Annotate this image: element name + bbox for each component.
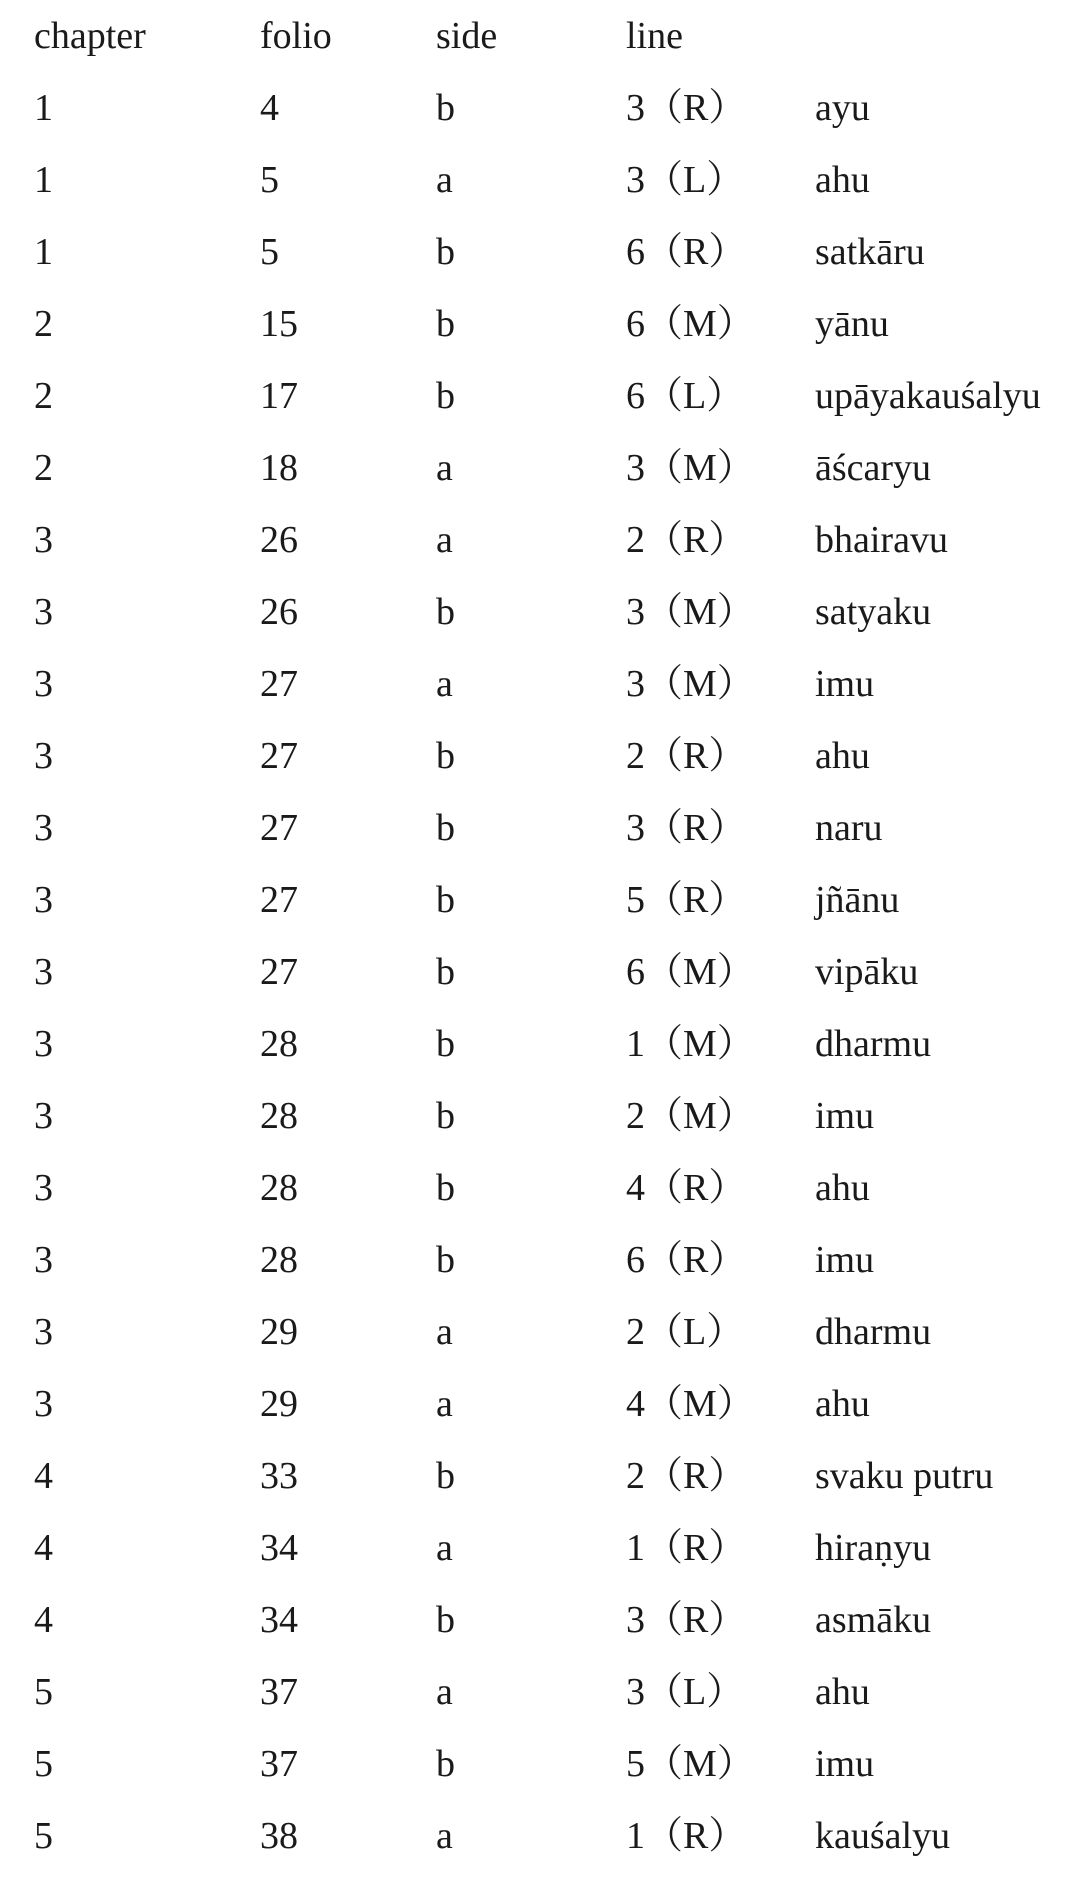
table-row (0, 216, 1088, 288)
table-row (0, 144, 1088, 216)
cell-line: 5（M） (626, 1743, 755, 1785)
cell-word: asmāku (815, 1599, 932, 1641)
cell-line: 2（R） (626, 519, 747, 561)
table-row (0, 288, 1088, 360)
cell-word: satyaku (815, 591, 932, 633)
cell-side: a (436, 1527, 453, 1569)
table-row (0, 1080, 1088, 1152)
cell-folio: 26 (260, 519, 298, 561)
cell-chapter: 3 (34, 1239, 53, 1281)
cell-side: a (436, 1383, 453, 1425)
cell-word: bhairavu (815, 519, 948, 561)
cell-side: b (436, 1743, 455, 1785)
table-row (0, 1800, 1088, 1872)
table-row (0, 1368, 1088, 1440)
cell-side: b (436, 591, 455, 633)
cell-line: 5（R） (626, 879, 747, 921)
cell-folio: 27 (260, 663, 298, 705)
cell-chapter: 3 (34, 519, 53, 561)
cell-side: b (436, 1167, 455, 1209)
cell-line: 2（R） (626, 1455, 747, 1497)
cell-word: naru (815, 807, 883, 849)
cell-line: 3（L） (626, 159, 745, 201)
header-folio: folio (260, 15, 332, 57)
cell-folio: 4 (260, 87, 279, 129)
cell-chapter: 3 (34, 1095, 53, 1137)
table-row (0, 792, 1088, 864)
cell-folio: 34 (260, 1599, 298, 1641)
cell-word: imu (815, 1239, 875, 1281)
cell-folio: 27 (260, 735, 298, 777)
cell-word: āścaryu (815, 447, 932, 489)
cell-word: satkāru (815, 231, 925, 273)
table-row (0, 1008, 1088, 1080)
cell-chapter: 3 (34, 663, 53, 705)
table-row (0, 72, 1088, 144)
cell-chapter: 5 (34, 1671, 53, 1713)
cell-folio: 28 (260, 1023, 298, 1065)
cell-side: b (436, 1023, 455, 1065)
cell-chapter: 4 (34, 1455, 53, 1497)
cell-line: 6（M） (626, 951, 755, 993)
cell-side: b (436, 87, 455, 129)
table-row (0, 1728, 1088, 1800)
cell-word: dharmu (815, 1023, 932, 1065)
cell-side: a (436, 663, 453, 705)
cell-line: 3（R） (626, 807, 747, 849)
table-row (0, 576, 1088, 648)
table-row (0, 1512, 1088, 1584)
header-chapter: chapter (34, 15, 146, 57)
cell-line: 1（M） (626, 1023, 755, 1065)
cell-chapter: 2 (34, 375, 53, 417)
cell-chapter: 3 (34, 735, 53, 777)
cell-folio: 5 (260, 159, 279, 201)
cell-folio: 29 (260, 1383, 298, 1425)
cell-chapter: 2 (34, 303, 53, 345)
cell-word: ayu (815, 87, 870, 129)
cell-folio: 27 (260, 807, 298, 849)
cell-line: 6（R） (626, 1239, 747, 1281)
cell-folio: 38 (260, 1815, 298, 1857)
cell-side: b (436, 303, 455, 345)
cell-side: a (436, 519, 453, 561)
cell-chapter: 3 (34, 1383, 53, 1425)
table-row (0, 1224, 1088, 1296)
table-row (0, 1584, 1088, 1656)
cell-line: 6（L） (626, 375, 745, 417)
cell-chapter: 1 (34, 231, 53, 273)
cell-line: 3（R） (626, 1599, 747, 1641)
cell-word: upāyakauśalyu (815, 375, 1041, 417)
cell-folio: 37 (260, 1671, 298, 1713)
cell-side: b (436, 1455, 455, 1497)
cell-word: hiraṇyu (815, 1527, 932, 1569)
cell-word: ahu (815, 1671, 870, 1713)
cell-chapter: 4 (34, 1527, 53, 1569)
cell-word: svaku putru (815, 1455, 994, 1497)
cell-word: imu (815, 1095, 875, 1137)
cell-side: b (436, 807, 455, 849)
cell-chapter: 3 (34, 1311, 53, 1353)
cell-folio: 27 (260, 879, 298, 921)
cell-side: a (436, 1815, 453, 1857)
cell-line: 3（R） (626, 87, 747, 129)
cell-word: ahu (815, 735, 870, 777)
cell-folio: 28 (260, 1167, 298, 1209)
cell-folio: 27 (260, 951, 298, 993)
cell-line: 3（M） (626, 447, 755, 489)
cell-side: b (436, 375, 455, 417)
cell-side: a (436, 1671, 453, 1713)
table-row (0, 1152, 1088, 1224)
cell-folio: 37 (260, 1743, 298, 1785)
cell-folio: 26 (260, 591, 298, 633)
cell-chapter: 4 (34, 1599, 53, 1641)
cell-side: b (436, 879, 455, 921)
table-row (0, 1296, 1088, 1368)
table-row (0, 360, 1088, 432)
cell-chapter: 1 (34, 159, 53, 201)
cell-side: b (436, 1239, 455, 1281)
cell-folio: 33 (260, 1455, 298, 1497)
cell-chapter: 3 (34, 1023, 53, 1065)
cell-side: a (436, 159, 453, 201)
table-row (0, 432, 1088, 504)
cell-chapter: 3 (34, 591, 53, 633)
cell-line: 3（M） (626, 663, 755, 705)
cell-side: b (436, 231, 455, 273)
cell-line: 4（M） (626, 1383, 755, 1425)
cell-chapter: 1 (34, 87, 53, 129)
cell-chapter: 3 (34, 1167, 53, 1209)
cell-folio: 28 (260, 1095, 298, 1137)
table-row (0, 1440, 1088, 1512)
cell-word: ahu (815, 1167, 870, 1209)
cell-word: ahu (815, 159, 870, 201)
cell-chapter: 5 (34, 1743, 53, 1785)
cell-word: kauśalyu (815, 1815, 951, 1857)
table-header (0, 0, 1088, 72)
cell-folio: 34 (260, 1527, 298, 1569)
cell-line: 3（M） (626, 591, 755, 633)
cell-line: 2（L） (626, 1311, 745, 1353)
table-row (0, 936, 1088, 1008)
cell-folio: 5 (260, 231, 279, 273)
cell-line: 2（M） (626, 1095, 755, 1137)
cell-word: yānu (815, 303, 889, 345)
cell-chapter: 3 (34, 807, 53, 849)
cell-chapter: 5 (34, 1815, 53, 1857)
cell-chapter: 3 (34, 879, 53, 921)
cell-line: 1（R） (626, 1815, 747, 1857)
cell-side: b (436, 735, 455, 777)
cell-line: 3（L） (626, 1671, 745, 1713)
cell-folio: 28 (260, 1239, 298, 1281)
cell-side: b (436, 1599, 455, 1641)
cell-side: a (436, 447, 453, 489)
table-row (0, 504, 1088, 576)
cell-word: imu (815, 1743, 875, 1785)
cell-folio: 15 (260, 303, 298, 345)
cell-word: vipāku (815, 951, 919, 993)
cell-word: jñānu (815, 879, 900, 921)
cell-line: 4（R） (626, 1167, 747, 1209)
cell-line: 1（R） (626, 1527, 747, 1569)
cell-side: a (436, 1311, 453, 1353)
cell-line: 6（R） (626, 231, 747, 273)
cell-word: dharmu (815, 1311, 932, 1353)
table-row (0, 720, 1088, 792)
cell-line: 6（M） (626, 303, 755, 345)
table-row (0, 864, 1088, 936)
header-line: line (626, 15, 683, 57)
cell-chapter: 3 (34, 951, 53, 993)
cell-side: b (436, 951, 455, 993)
table-body (0, 72, 1088, 1872)
cell-word: ahu (815, 1383, 870, 1425)
cell-word: imu (815, 663, 875, 705)
header-side: side (436, 15, 498, 57)
cell-folio: 17 (260, 375, 298, 417)
table-row (0, 648, 1088, 720)
cell-chapter: 2 (34, 447, 53, 489)
table-row (0, 1656, 1088, 1728)
cell-line: 2（R） (626, 735, 747, 777)
cell-folio: 29 (260, 1311, 298, 1353)
cell-side: b (436, 1095, 455, 1137)
cell-folio: 18 (260, 447, 298, 489)
